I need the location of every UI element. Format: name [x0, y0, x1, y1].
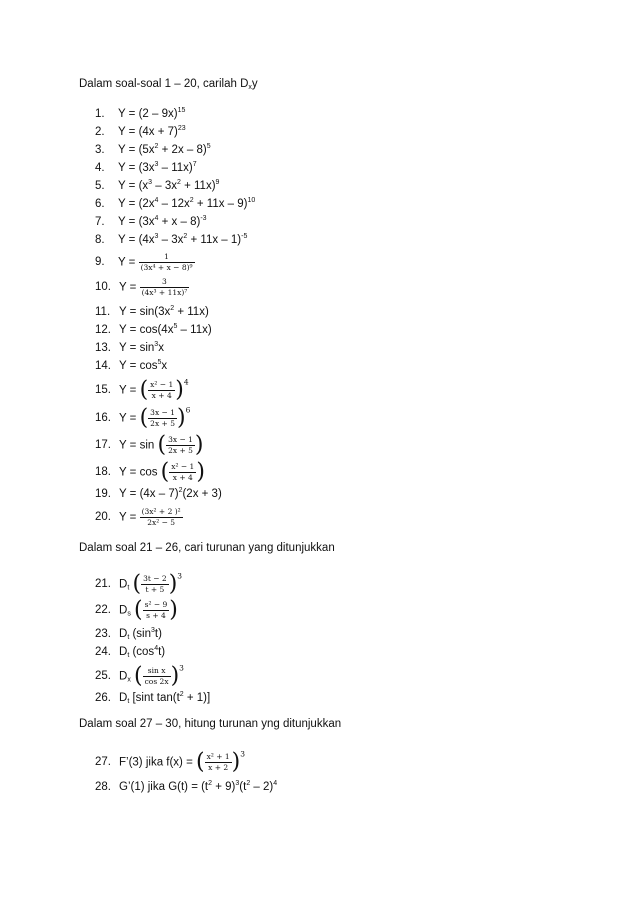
fraction: $\frac{\text{s² − 9}}{s + 4}$	[144, 600, 168, 620]
fraction: $\frac{3}{\text{(4x³ + 11x)⁷}}$	[141, 277, 188, 297]
document-page: Dalam soal-soal 1 – 20, carilah $D_xy$ 1. Y = (2 – 9x)$^{15}$ 2. $Y = (4x + 7)^{23}$ 3. $Y = (5x^2 + 2x - 8)^5$ 4. $Y = (3x^3 - 11x)^7$ 5. $Y = (x^3 - 3x^2 + 11x)^9$ 6. $Y = (2x^4 - 12x^2 + 11x - 9)^{10}$ 7. $Y = (3x^4 + x - 8)^{-3}$ 8. $Y = (4x^3 - 3x^2 + 11x - 1)^{-5}$ 9. Y = $\frac{1}{\text{(3x⁴ + x − 8)⁹}}$ 10. Y = $\frac{3}{\text{(4x³ + 11x)⁷}}$ 11. $Y = \sin(3x^2 + 11x)$ 12. $Y = \cos(4x^5 - 11x)$ 13. $Y = \sin^3x$ 14. $Y = \cos^5x$ 15. Y = ( $\frac{\text{x² − 1}}{x + 4}$ )$^4$ 16. Y = ( $\frac{3x - 1}{2x + 5}$ )$^6$ 17. Y = sin ( $\frac{3x - 1}{2x + 5}$ ) 18. Y = cos ( $\frac{\text{x² − 1}}{x + 4}$ ) 19. Y = (4x – 7)$^2$(2x + 3) 20. Y = $\frac{\text{(3x² + 2 )²}}{\text{2x² − 5}}$ Dalam soal 21 – 26, cari turunan yang ditunjukkan 21. $D_t$ ( $\frac{3t - 2}{t + 5}$ )$^3$ 22. $D_s$ ( $\frac{\text{s² − 9}}{s + 4}$ ) 23. $D_t$ $(\sin^3t)$ 24. $D_t$ $(\cos^4t)$ 25. $D_x$ ( $\frac{\text{sin x}}{\cos 2x}$ )$^3$ 26. $D_t$ [sint $\tan(t^2 + 1)$] Dalam soal 27 – 30, hitung turunan yng ditunjukkan 27. F’(3) jika f(x) = ( $\frac{\text{x² + 1}}{x + 2}$ )$^3$ 28. G’(1) jika $G(t) = (t^2 + 9)^3(t^2 - 2)^4$	[79, 78, 342, 793]
fraction: $\frac{\text{x² − 1}}{x + 4}$	[171, 462, 195, 482]
fraction: $\frac{3x - 1}{2x + 5}$	[168, 435, 193, 455]
section-title-3: Dalam soal 27 – 30, hitung turunan yng ditunjukkan	[79, 718, 342, 730]
section-title-1: Dalam soal-soal 1 – 20, carilah $D_xy$	[79, 78, 258, 91]
fraction: $\frac{\text{x² − 1}}{x + 4}$	[150, 380, 174, 400]
fraction: $\frac{3t - 2}{t + 5}$	[143, 574, 167, 594]
fraction: $\frac{3x - 1}{2x + 5}$	[150, 408, 175, 428]
section-title-2: Dalam soal 21 – 26, cari turunan yang ditunjukkan	[79, 542, 335, 554]
fraction: $\frac{\text{sin x}}{\cos 2x}$	[144, 666, 169, 686]
fraction: $\frac{\text{(3x² + 2 )²}}{\text{2x² − 5}}$	[141, 507, 181, 527]
fraction: $\frac{\text{x² + 1}}{x + 2}$	[206, 752, 230, 772]
fraction: $\frac{1}{\text{(3x⁴ + x − 8)⁹}}$	[140, 252, 193, 272]
